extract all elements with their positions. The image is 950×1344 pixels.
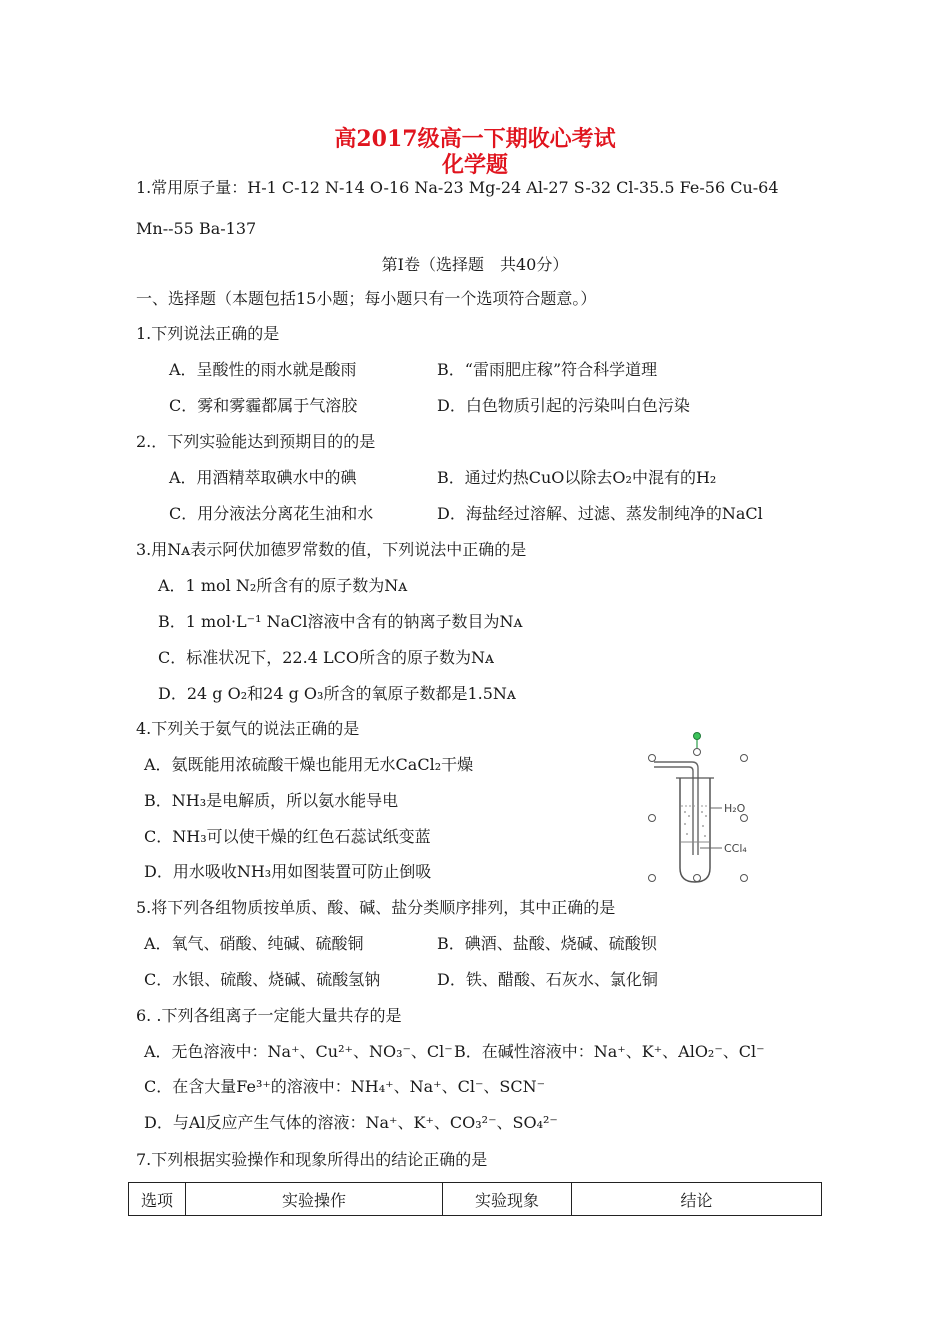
volume-title: 第Ⅰ卷（选择题 共40分） — [381, 255, 569, 274]
q4-option-c: C．NH₃可以使干燥的红色石蕊试纸变蓝 — [144, 827, 431, 846]
q3-option-d: D．24 g O₂和24 g O₃所含的氧原子数都是1.5Nᴀ — [158, 684, 516, 703]
q6-option-d: D．与Al反应产生气体的溶液：Na⁺、K⁺、CO₃²⁻、SO₄²⁻ — [144, 1113, 558, 1132]
q7-table — [128, 1182, 822, 1216]
q2-option-c: C．用分液法分离花生油和水 — [169, 504, 374, 523]
q1-option-a: A．呈酸性的雨水就是酸雨 — [169, 360, 357, 379]
selection-handle — [741, 755, 748, 762]
q6-stem: 6. .下列各组离子一定能大量共存的是 — [136, 1006, 402, 1025]
selection-handle — [694, 749, 701, 756]
ammonia-absorption-apparatus-figure — [640, 730, 820, 890]
q3-option-c: C．标准状况下，22.4 LCO所含的原子数为Nᴀ — [158, 648, 494, 667]
selection-handle — [649, 755, 656, 762]
table-header-option: 选项 — [129, 1183, 186, 1216]
q2-option-d: D．海盐经过溶解、过滤、蒸发制纯净的NaCl — [437, 504, 763, 523]
q6-option-b: B．在碱性溶液中：Na⁺、K⁺、AlO₂⁻、Cl⁻ — [454, 1042, 765, 1061]
table-header-phenomenon: 实验现象 — [443, 1183, 572, 1216]
selection-handle — [649, 875, 656, 882]
q1-stem: 1.下列说法正确的是 — [136, 324, 280, 343]
q6-option-a: A．无色溶液中：Na⁺、Cu²⁺、NO₃⁻、Cl⁻ — [144, 1042, 453, 1061]
selection-handle — [741, 815, 748, 822]
q2-option-a: A．用酒精萃取碘水中的碘 — [169, 468, 357, 487]
rotate-handle-icon — [694, 733, 701, 740]
selection-handle — [649, 815, 656, 822]
q3-option-b: B．1 mol·L⁻¹ NaCl溶液中含有的钠离子数目为Nᴀ — [158, 612, 523, 631]
q2-option-b: B．通过灼热CuO以除去O₂中混有的H₂ — [437, 468, 717, 487]
q4-option-a: A．氨既能用浓硫酸干燥也能用无水CaCl₂干燥 — [144, 755, 474, 774]
q5-stem: 5.将下列各组物质按单质、酸、碱、盐分类顺序排列，其中正确的是 — [136, 898, 616, 917]
q4-stem: 4.下列关于氨气的说法正确的是 — [136, 719, 360, 738]
q6-option-c: C．在含大量Fe³⁺的溶液中：NH₄⁺、Na⁺、Cl⁻、SCN⁻ — [144, 1077, 546, 1096]
table-header-operation: 实验操作 — [186, 1183, 443, 1216]
q2-stem: 2.．下列实验能达到预期目的的是 — [136, 432, 376, 451]
section-instructions: 一、选择题（本题包括15小题；每小题只有一个选项符合题意。） — [136, 289, 597, 308]
q1-option-d: D．白色物质引起的污染叫白色污染 — [437, 396, 690, 415]
q5-option-b: B．碘酒、盐酸、烧碱、硫酸钡 — [437, 934, 657, 953]
q1-option-c: C．雾和雾霾都属于气溶胶 — [169, 396, 358, 415]
q3-stem: 3.用Nᴀ表示阿伏加德罗常数的值，下列说法中正确的是 — [136, 540, 527, 559]
selection-handle — [694, 875, 701, 882]
water-label: H₂O — [724, 802, 746, 815]
q4-option-d: D．用水吸收NH₃用如图装置可防止倒吸 — [144, 862, 432, 881]
atomic-masses-line2: Mn--55 Ba-137 — [136, 219, 257, 238]
apparatus-drawing — [640, 730, 820, 890]
q5-option-a: A．氧气、硝酸、纯碱、硫酸铜 — [144, 934, 364, 953]
q1-option-b: B．“雷雨肥庄稼”符合科学道理 — [437, 360, 658, 379]
selection-handle — [741, 875, 748, 882]
q5-option-d: D．铁、醋酸、石灰水、氯化铜 — [437, 970, 658, 989]
q3-option-a: A．1 mol N₂所含有的原子数为Nᴀ — [158, 576, 408, 595]
atomic-masses-line1: 1.常用原子量：H-1 C-12 N-14 O-16 Na-23 Mg-24 Al-27 S-32 Cl-35.5 Fe-56 Cu-64 — [136, 178, 779, 197]
table-header-row — [129, 1183, 822, 1216]
table-header-conclusion: 结论 — [572, 1183, 822, 1216]
exam-title-line2: 化学题 — [441, 152, 508, 178]
q5-option-c: C．水银、硫酸、烧碱、硫酸氢钠 — [144, 970, 381, 989]
q7-stem: 7.下列根据实验操作和现象所得出的结论正确的是 — [136, 1150, 488, 1169]
ccl4-label: CCl₄ — [724, 842, 747, 855]
exam-title-line1: 高2017级高一下期收心考试 — [334, 126, 616, 152]
q4-option-b: B．NH₃是电解质，所以氨水能导电 — [144, 791, 399, 810]
